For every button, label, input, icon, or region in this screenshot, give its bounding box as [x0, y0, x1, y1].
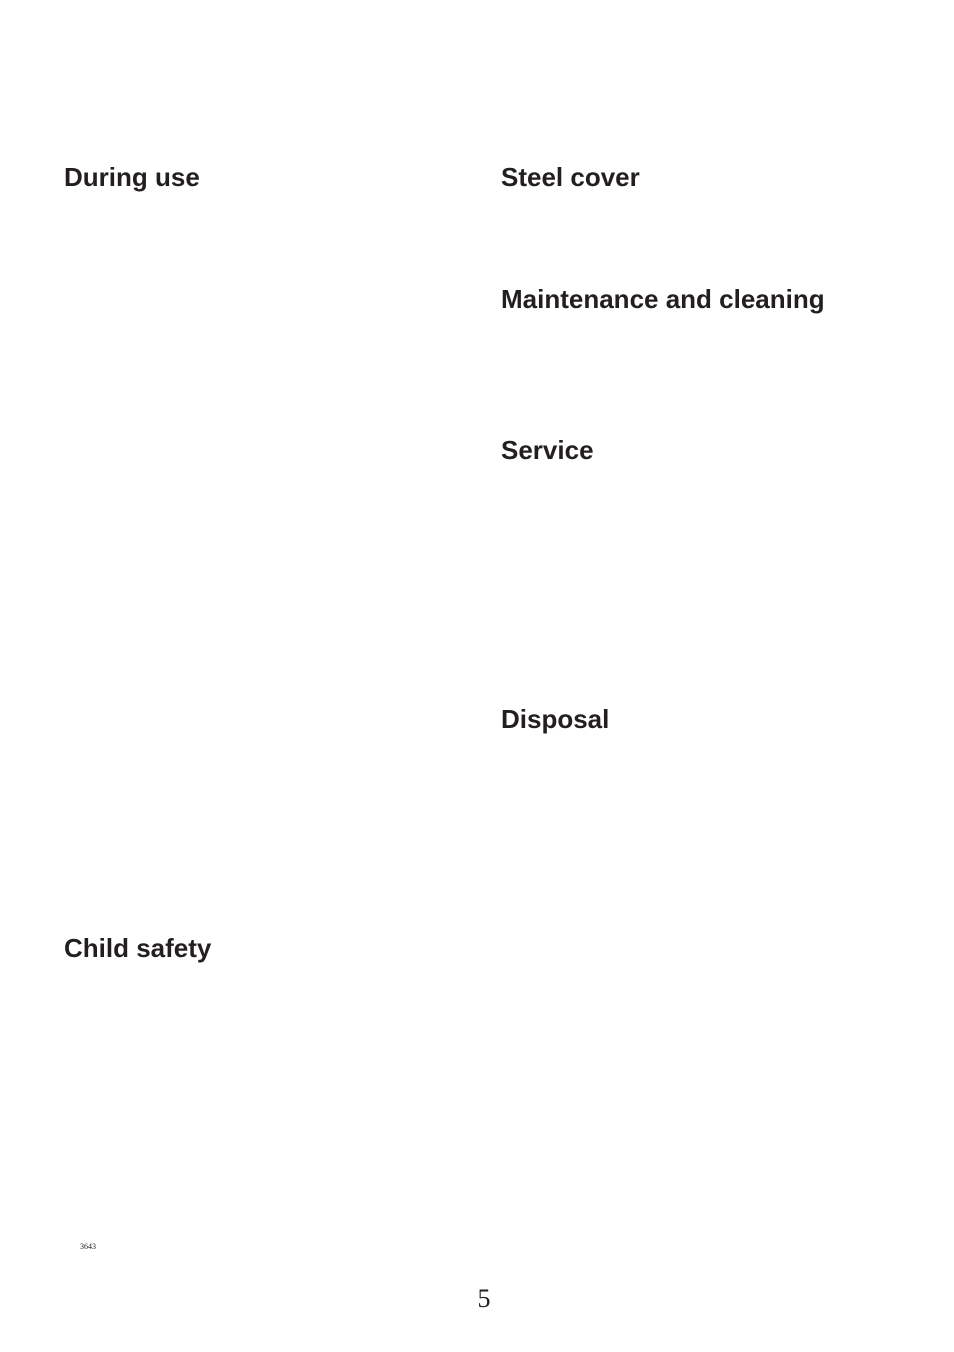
section-heading-service: Service	[501, 435, 594, 465]
section-heading-during-use: During use	[64, 162, 200, 192]
section-heading-child-safety: Child safety	[64, 933, 212, 963]
section-heading-maintenance-and-cleaning: Maintenance and cleaning	[501, 284, 825, 314]
section-heading-disposal: Disposal	[501, 704, 610, 734]
reference-code: 3643	[80, 1242, 96, 1251]
page-number: 5	[477, 1284, 491, 1313]
section-heading-steel-cover: Steel cover	[501, 162, 640, 192]
